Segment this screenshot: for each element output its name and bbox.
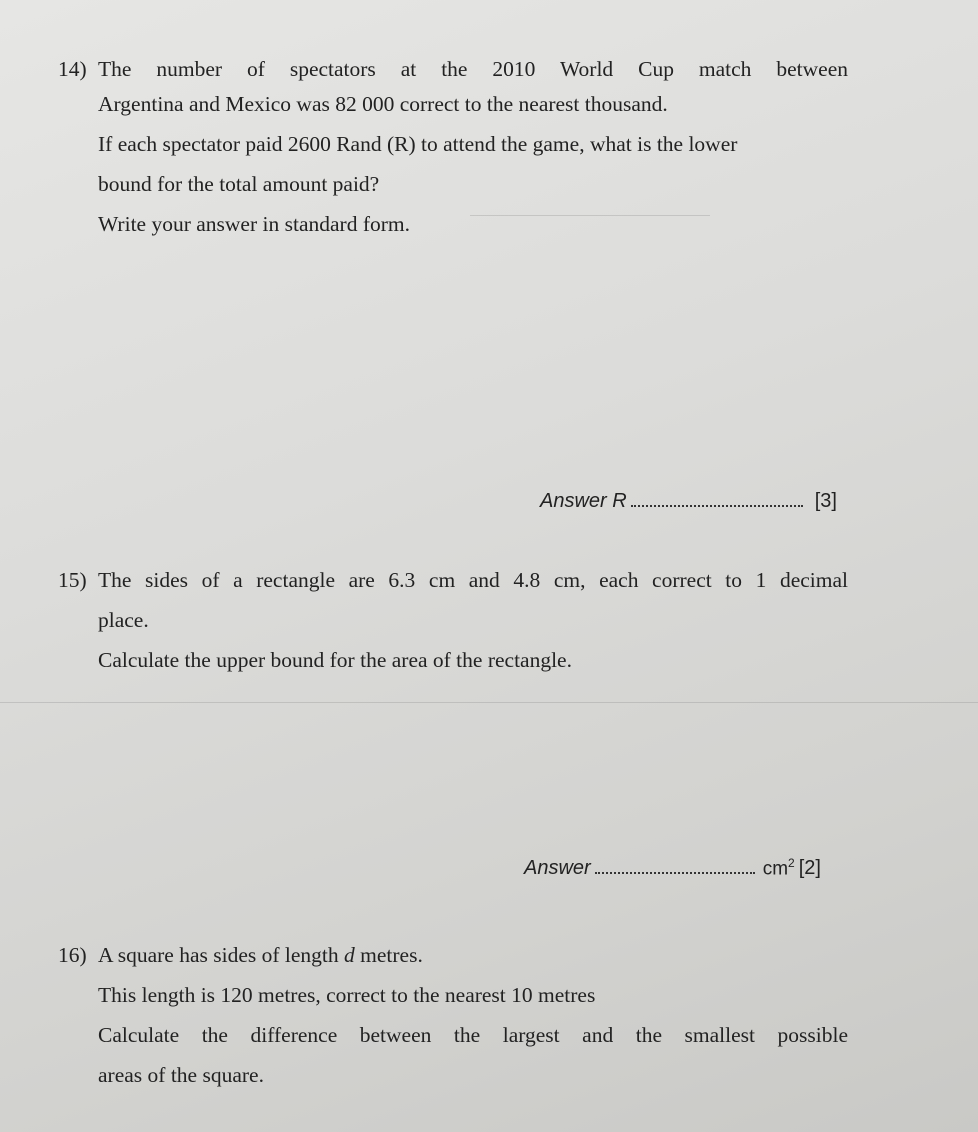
answer-row-15 — [524, 856, 821, 880]
bleed-through-line — [0, 702, 978, 703]
question-number: 14) — [58, 57, 87, 81]
answer-blank[interactable] — [595, 871, 755, 874]
question-text-line: areas of the square. — [98, 1063, 264, 1087]
question-text-line: The sides of a rectangle are 6.3 cm and 4.8 cm, each correct to 1 decimal — [98, 568, 848, 592]
question-16 — [58, 938, 848, 1093]
question-text-line: The number of spectators at the 2010 World Cup match between — [98, 57, 848, 81]
answer-label: Answer — [524, 857, 591, 880]
question-text-line: This length is 120 metres, correct to the nearest 10 metres — [98, 983, 596, 1007]
question-14 — [58, 52, 848, 242]
answer-blank[interactable] — [631, 504, 803, 507]
question-number: 16) — [58, 943, 87, 967]
question-text-line: Argentina and Mexico was 82 000 correct to the nearest thousand. — [98, 92, 668, 116]
variable-d: d — [344, 943, 355, 967]
question-text-line: A square has sides of length d metres. — [98, 943, 423, 967]
question-15 — [58, 563, 848, 678]
marks-label: [2] — [798, 857, 821, 880]
question-text-line: If each spectator paid 2600 Rand (R) to attend the game, what is the lower — [98, 132, 738, 156]
unit-label: $cm^2$ — [762, 856, 795, 880]
question-number: 15) — [58, 568, 87, 592]
question-text-line: Calculate the difference between the largest and the smallest possible — [98, 1023, 848, 1047]
question-text-line: bound for the total amount paid? — [98, 172, 380, 196]
question-text-line: Calculate the upper bound for the area of the rectangle. — [98, 648, 572, 672]
question-text-line: Write your answer in standard form. — [98, 212, 410, 236]
answer-label: Answer R — [540, 490, 627, 512]
answer-row-14 — [540, 490, 837, 513]
question-text-line: place. — [98, 608, 149, 632]
marks-label: [3] — [814, 490, 837, 512]
